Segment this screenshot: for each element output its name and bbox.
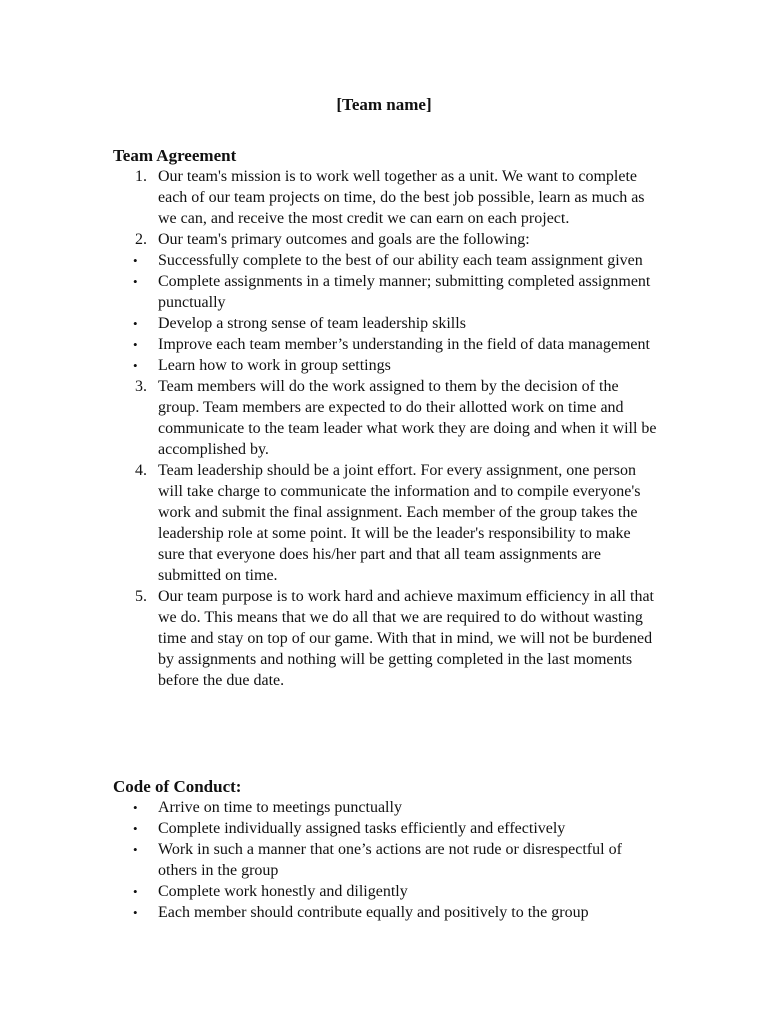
list-item-text: Improve each team member’s understanding in the field of data management <box>158 336 650 353</box>
bullet-icon: • <box>133 821 138 836</box>
code-of-conduct-heading: Code of Conduct: <box>113 777 242 796</box>
document-title: [Team name] <box>336 95 432 114</box>
list-item-text: Team members will do the work assigned to them by the decision of the group. Team members are expected to do their allotted work on time and communicate to the team leader what work they are doing and when it will be accomplished by. <box>158 378 657 458</box>
agreement-item-1 <box>113 166 658 229</box>
team-agreement-heading: Team Agreement <box>113 146 237 165</box>
list-item-text: Develop a strong sense of team leadership skills <box>158 315 466 332</box>
list-item-text: Complete assignments in a timely manner; submitting completed assignment punctually <box>158 273 651 311</box>
conduct-bullet-2 <box>113 818 658 839</box>
list-item-text: Each member should contribute equally and positively to the group <box>158 904 589 921</box>
list-number: 3. <box>135 378 147 395</box>
list-item-text: Learn how to work in group settings <box>158 357 391 374</box>
goal-bullet-1 <box>113 250 658 271</box>
goal-bullet-5 <box>113 355 658 376</box>
conduct-bullet-1 <box>113 797 658 818</box>
list-item-text: Our team purpose is to work hard and achieve maximum efficiency in all that we do. This means that we do all that we are required to do without wasting time and stay on top of our game. With that in mind, we will not be burdened by assignments and nothing will be getting completed in the last moments before the due date. <box>158 588 654 689</box>
bullet-icon: • <box>133 358 138 373</box>
bullet-icon: • <box>133 253 138 268</box>
bullet-icon: • <box>133 316 138 331</box>
bullet-icon: • <box>133 337 138 352</box>
agreement-item-2 <box>113 229 658 250</box>
code-of-conduct-list <box>113 797 658 923</box>
conduct-bullet-5 <box>113 902 658 923</box>
list-item-text: Arrive on time to meetings punctually <box>158 799 402 816</box>
agreement-item-5 <box>113 586 658 691</box>
list-number: 1. <box>135 168 147 185</box>
team-agreement-list <box>113 166 658 691</box>
goal-bullet-2 <box>113 271 658 313</box>
conduct-bullet-4 <box>113 881 658 902</box>
list-item-text: Successfully complete to the best of our ability each team assignment given <box>158 252 643 269</box>
agreement-item-3 <box>113 376 658 460</box>
goal-bullet-3 <box>113 313 658 334</box>
list-item-text: Complete work honestly and diligently <box>158 883 408 900</box>
list-item-text: Our team's primary outcomes and goals are the following: <box>158 231 530 248</box>
list-number: 4. <box>135 462 147 479</box>
bullet-icon: • <box>133 274 138 289</box>
conduct-bullet-3 <box>113 839 658 881</box>
list-item-text: Complete individually assigned tasks efficiently and effectively <box>158 820 566 837</box>
bullet-icon: • <box>133 905 138 920</box>
bullet-icon: • <box>133 884 138 899</box>
bullet-icon: • <box>133 800 138 815</box>
agreement-item-4 <box>113 460 658 586</box>
bullet-icon: • <box>133 842 138 857</box>
list-number: 2. <box>135 231 147 248</box>
list-number: 5. <box>135 588 147 605</box>
goal-bullet-4 <box>113 334 658 355</box>
list-item-text: Team leadership should be a joint effort. For every assignment, one person will take charge to communicate the information and to compile everyone's work and submit the final assignment. Each member of the group takes the leadership role at some point. It will be the leader's responsibility to make sure that everyone does his/her part and that all team assignments are submitted on time. <box>158 462 641 584</box>
list-item-text: Work in such a manner that one’s actions are not rude or disrespectful of others in the group <box>158 841 622 879</box>
list-item-text: Our team's mission is to work well together as a unit. We want to complete each of our team projects on time, do the best job possible, learn as much as we can, and receive the most credit we can earn on each project. <box>158 168 645 227</box>
